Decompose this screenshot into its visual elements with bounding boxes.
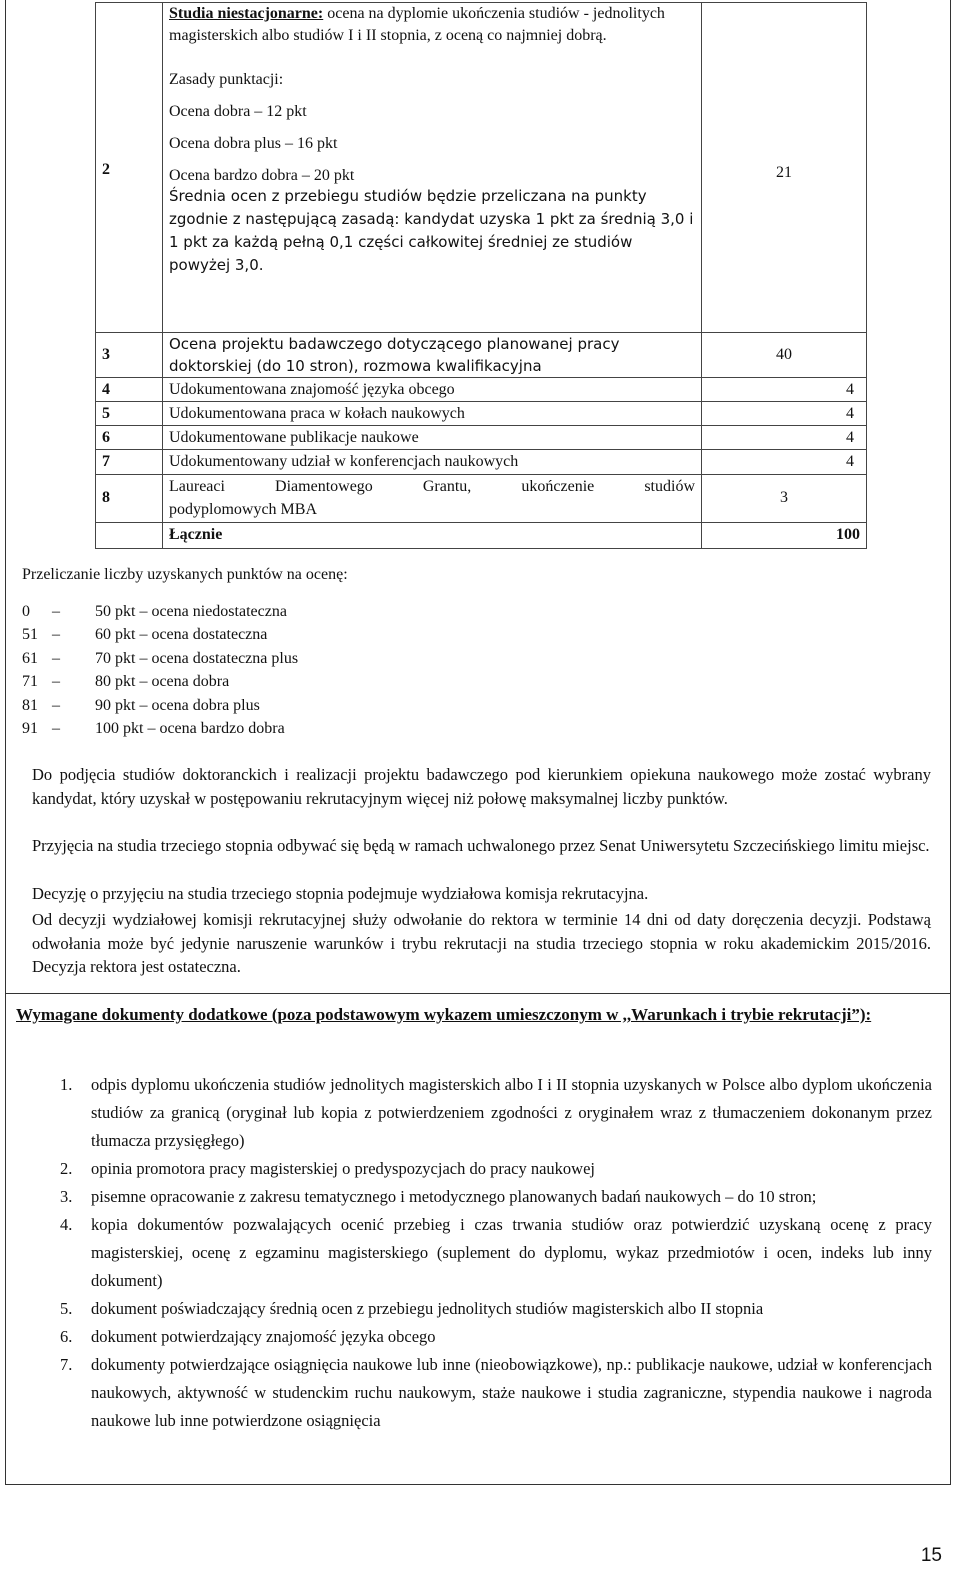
total-value: 100 bbox=[702, 522, 867, 548]
study-type-label: Studia niestacjonarne: bbox=[169, 5, 324, 22]
required-documents-title: Wymagane dokumenty dodatkowe (poza podstawowym wykazem umieszczonym w ,,Warunkach i trybie rekrutacji”): bbox=[16, 1005, 872, 1024]
list-item bbox=[60, 1155, 932, 1183]
list-number: 1. bbox=[60, 1075, 73, 1094]
row-description-line: Laureaci Diamentowego Grantu, ukończenie studiów bbox=[169, 478, 695, 496]
conversion-row bbox=[22, 717, 298, 740]
table-row bbox=[96, 426, 867, 450]
range-to: 60 pkt – ocena dostateczna bbox=[95, 626, 268, 644]
list-number: 6. bbox=[60, 1327, 73, 1346]
study-requirement bbox=[169, 3, 695, 47]
page-number: 15 bbox=[920, 1545, 942, 1566]
row-description bbox=[163, 474, 702, 522]
table-row bbox=[96, 402, 867, 426]
required-documents-list bbox=[60, 1071, 932, 1435]
scoring-heading: Zasady punktacji: bbox=[169, 71, 284, 88]
range-from: 51 bbox=[22, 626, 38, 644]
table-row bbox=[96, 332, 867, 377]
range-to: 90 pkt – ocena dobra plus bbox=[95, 696, 260, 714]
range-from: 81 bbox=[22, 696, 38, 714]
range-dash: – bbox=[52, 649, 60, 667]
scoring-table bbox=[95, 2, 867, 549]
conversion-row bbox=[22, 694, 298, 717]
conversion-row bbox=[22, 623, 298, 646]
list-number: 7. bbox=[60, 1355, 73, 1374]
list-item-text: dokumenty potwierdzające osiągnięcia naukowe lub inne (nieobowiązkowe), np.: publikacje naukowe, udział w konferencjach naukowych, aktywność w studenckim ruchu naukowym, staże naukowe i studia zagraniczne, stypendia naukowe i nagroda naukowe lub inne potwierdzone osiągnięcia bbox=[91, 1355, 932, 1430]
list-item-text: opinia promotora pracy magisterskiej o predyspozycjach do pracy naukowej bbox=[91, 1159, 595, 1178]
list-item bbox=[60, 1071, 932, 1155]
table-total-row bbox=[96, 522, 867, 548]
range-dash: – bbox=[52, 603, 60, 620]
list-item bbox=[60, 1351, 932, 1435]
range-from: 0 bbox=[22, 603, 30, 620]
row-number: 8 bbox=[96, 474, 163, 522]
range-from: 61 bbox=[22, 649, 38, 667]
list-item-text: dokument potwierdzający znajomość języka obcego bbox=[91, 1327, 436, 1346]
range-from: 91 bbox=[22, 720, 38, 738]
scoring-line: Ocena dobra plus – 16 pkt bbox=[169, 135, 338, 152]
conversion-title: Przeliczanie liczby uzyskanych punktów na ocenę: bbox=[22, 566, 348, 583]
scoring-line: Ocena dobra – 12 pkt bbox=[169, 103, 307, 120]
list-number: 5. bbox=[60, 1299, 73, 1318]
table-row bbox=[96, 378, 867, 402]
conversion-list bbox=[22, 600, 298, 740]
list-item bbox=[60, 1323, 932, 1351]
row-number: 6 bbox=[96, 426, 163, 450]
total-label: Łącznie bbox=[163, 522, 702, 548]
list-item bbox=[60, 1183, 932, 1211]
row-description: Udokumentowana praca w kołach naukowych bbox=[163, 402, 702, 426]
table-row bbox=[96, 474, 867, 522]
range-to: 70 pkt – ocena dostateczna plus bbox=[95, 649, 299, 667]
row-number: 3 bbox=[96, 332, 163, 377]
range-dash: – bbox=[52, 696, 60, 714]
range-from: 71 bbox=[22, 673, 38, 691]
average-rule: Średnia ocen z przebiegu studiów będzie przeliczana na punkty zgodnie z następującą zasadą: kandydat uzyska 1 pkt za średnią 3,0 i 1 pkt za każdą pełną 0,1 części całkowitej średniej ze studiów powyżej 3,0. bbox=[169, 187, 694, 274]
row-number: 5 bbox=[96, 402, 163, 426]
row-points: 4 bbox=[702, 426, 867, 450]
row-number: 4 bbox=[96, 378, 163, 402]
list-item-text: pisemne opracowanie z zakresu tematycznego i metodycznego planowanych badań naukowych – do 10 stron; bbox=[91, 1187, 817, 1206]
paragraph-limit: Przyjęcia na studia trzeciego stopnia odbywać się będą w ramach uchwalonego przez Senat Uniwersytetu Szczecińskiego limitu miejsc. bbox=[32, 836, 930, 855]
study-requirement-text: ocena na dyplomie ukończenia studiów - jednolitych magisterskich albo studiów I i II stopnia, z oceną co najmniej dobrą. bbox=[169, 5, 665, 44]
range-dash: – bbox=[52, 720, 60, 738]
row-points: 40 bbox=[702, 332, 867, 377]
row-number: 7 bbox=[96, 450, 163, 474]
list-number: 4. bbox=[60, 1215, 73, 1234]
row-description bbox=[163, 3, 702, 333]
row-description: Udokumentowana znajomość języka obcego bbox=[163, 378, 702, 402]
row-description: Udokumentowane publikacje naukowe bbox=[163, 426, 702, 450]
list-item bbox=[60, 1211, 932, 1295]
table-row bbox=[96, 3, 867, 333]
conversion-row bbox=[22, 647, 298, 670]
conversion-row bbox=[22, 600, 298, 623]
list-number: 2. bbox=[60, 1159, 73, 1178]
list-item bbox=[60, 1295, 932, 1323]
conversion-row bbox=[22, 670, 298, 693]
row-points: 21 bbox=[702, 3, 867, 333]
table-row bbox=[96, 450, 867, 474]
range-to: 50 pkt – ocena niedostateczna bbox=[95, 603, 287, 620]
row-description: Udokumentowany udział w konferencjach naukowych bbox=[163, 450, 702, 474]
range-dash: – bbox=[52, 673, 60, 691]
section-divider bbox=[5, 993, 951, 994]
list-number: 3. bbox=[60, 1187, 73, 1206]
list-item-text: odpis dyplomu ukończenia studiów jednolitych magisterskich albo I i II stopnia uzyskanych w Polsce albo dyplom ukończenia studiów za granicą (oryginał lub kopia z potwierdzeniem zgodności z oryginałem wraz z tłumaczeniem dokonanym przez tłumacza przysięgłego) bbox=[91, 1075, 932, 1150]
list-item-text: dokument poświadczający średnią ocen z przebiegu jednolitych studiów magisterskich albo II stopnia bbox=[91, 1299, 764, 1318]
paragraph-eligibility: Do podjęcia studiów doktoranckich i realizacji projektu badawczego pod kierunkiem opiekuna naukowego może zostać wybrany kandydat, który uzyskał w postępowaniu rekrutacyjnym więcej niż połowę maksymalnej liczby punktów. bbox=[32, 765, 931, 808]
row-number: 2 bbox=[96, 3, 163, 333]
row-points: 4 bbox=[702, 450, 867, 474]
scoring-line: Ocena bardzo dobra – 20 pkt bbox=[169, 167, 355, 184]
row-description: Ocena projektu badawczego dotyczącego planowanej pracy doktorskiej (do 10 stron), rozmowa kwalifikacyjna bbox=[163, 332, 702, 377]
range-to: 80 pkt – ocena dobra bbox=[95, 673, 230, 691]
row-points: 3 bbox=[702, 474, 867, 522]
row-points: 4 bbox=[702, 402, 867, 426]
row-number-empty bbox=[96, 522, 163, 548]
list-item-text: kopia dokumentów pozwalających ocenić przebieg i czas trwania studiów oraz potwierdzić uzyskaną ocenę z pracy magisterskiej, ocenę z egzaminu magisterskiego (suplement do dyplomu, wykaz przedmiotów i ocen, indeks lub inny dokument) bbox=[91, 1215, 932, 1290]
paragraph-decision: Decyzję o przyjęciu na studia trzeciego stopnia podejmuje wydziałowa komisja rekrutacyjna. bbox=[32, 884, 649, 903]
range-to: 100 pkt – ocena bardzo dobra bbox=[95, 720, 285, 738]
range-dash: – bbox=[52, 626, 60, 644]
paragraph-appeal: Od decyzji wydziałowej komisji rekrutacyjnej służy odwołanie do rektora w terminie 14 dni od daty doręczenia decyzji. Podstawą odwołania może być jedynie naruszenie warunków i trybu rekrutacji na studia trzeciego stopnia w roku akademickim 2015/2016. Decyzja rektora jest ostateczna. bbox=[32, 910, 931, 976]
row-points: 4 bbox=[702, 378, 867, 402]
row-description-line: podyplomowych MBA bbox=[169, 501, 317, 519]
